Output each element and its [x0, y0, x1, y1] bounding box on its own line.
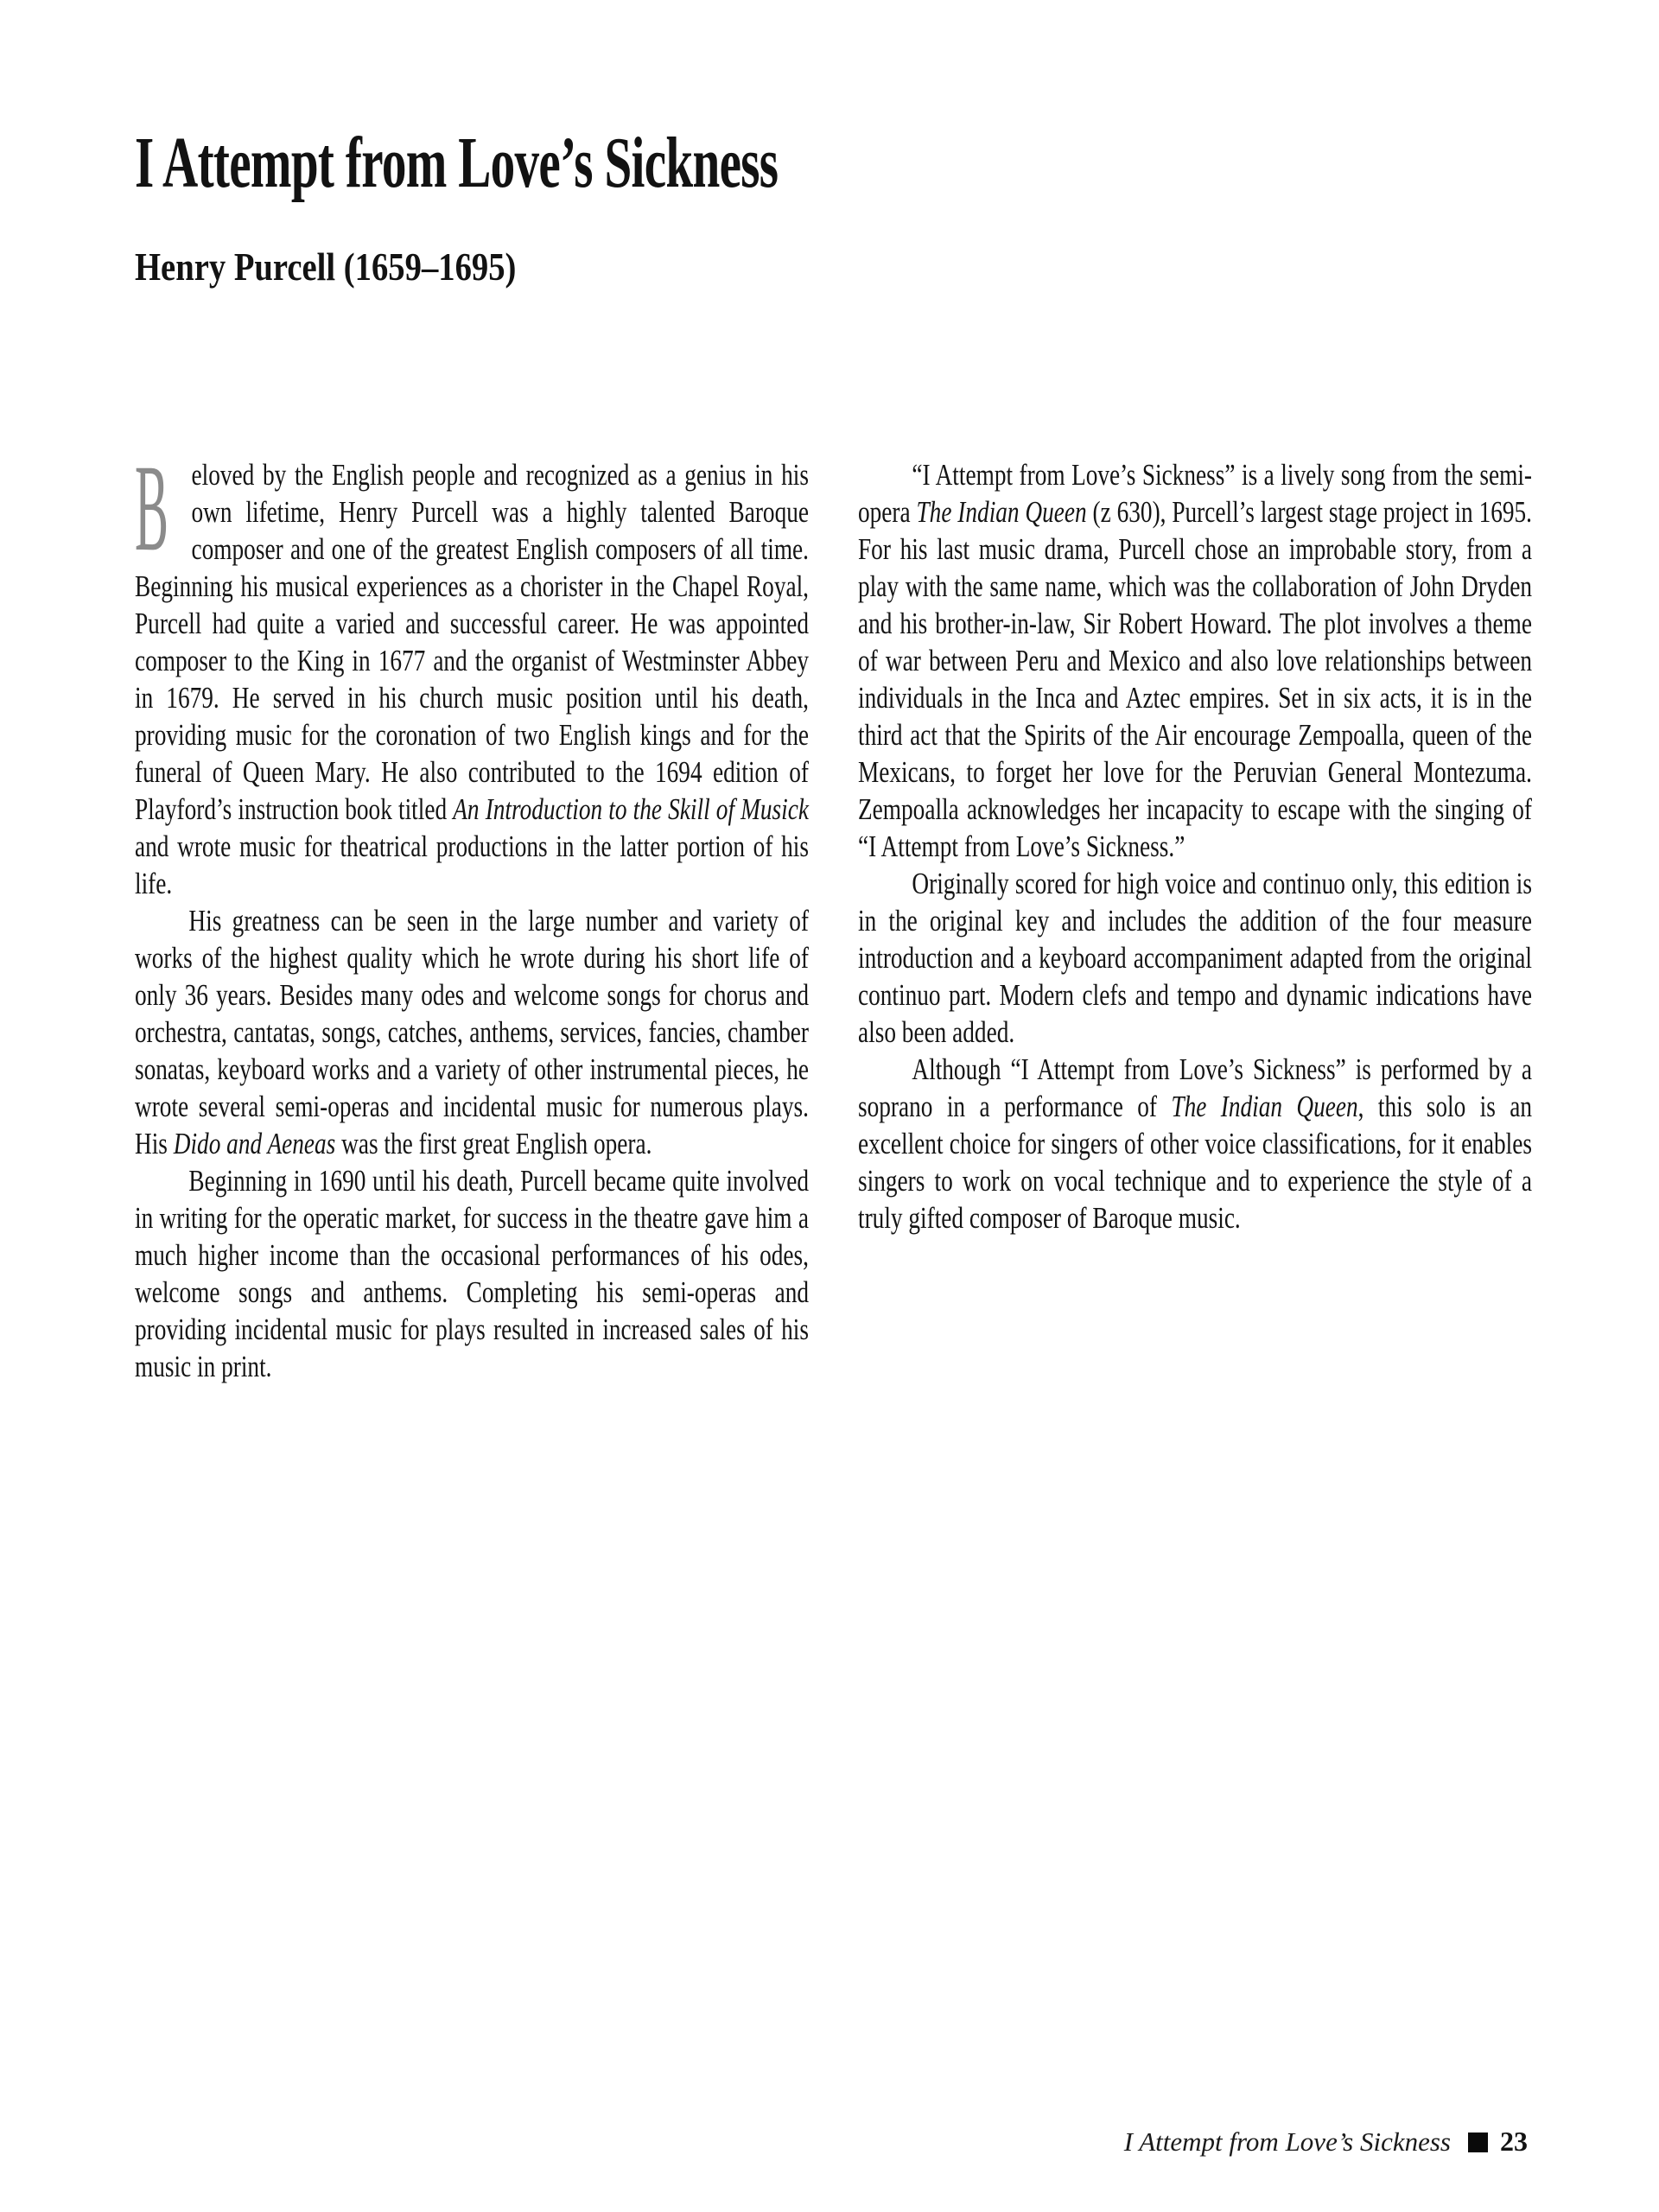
paragraph: [858, 456, 1532, 865]
paragraph: [858, 1051, 1532, 1236]
dropcap-letter: B: [135, 440, 168, 577]
text-column-left: [135, 440, 809, 1385]
paragraph: [135, 902, 809, 1162]
text-column-right: [858, 456, 1532, 1236]
body-text-run: Although “I Attempt from Love’s Sickness” is performed by a soprano in a performance of: [858, 1052, 1532, 1123]
body-text-run: (z 630), Purcell’s largest stage project in 1695. For his last music drama, Purcell chose an improbable story, from a play with the same name, which was the collaboration of John Dryden and his brother-in-law, Sir Robert Howard. The plot involves a theme of war between Peru and Mexico and also love relationships between individuals in the Inca and Aztec empires. Set in six acts, it is in the third act that the Spirits of the Air encourage Zempoalla, queen of the Mexicans, to forget her love for the Peruvian General Montezuma. Zempoalla acknowledges her incapacity to escape with the singing of “I Attempt from Love’s Sickness.”: [858, 495, 1532, 863]
italic-text-run: Dido and Aeneas: [173, 1127, 336, 1160]
body-text-run: Originally scored for high voice and continuo only, this edition is in the original key and includes the addition of the four measure introduction and a keyboard accompaniment adapted from the original continuo part. Modern clefs and tempo and dynamic indications have also been added.: [858, 867, 1532, 1049]
body-text-run: , this solo is an excellent choice for singers of other voice classifications, for it enables singers to work on vocal technique and to experience the style of a truly gifted composer of Baroque music.: [858, 1090, 1532, 1235]
page-footer: [1124, 2126, 1528, 2158]
footer-work-title: I Attempt from Love’s Sickness: [1123, 2126, 1451, 2157]
composer-name: Henry Purcell (1659–1695): [135, 245, 517, 289]
footer-page-number: 23: [1500, 2126, 1528, 2157]
italic-text-run: The Indian Queen: [916, 495, 1087, 529]
italic-text-run: The Indian Queen: [1171, 1090, 1358, 1123]
body-text-run: and wrote music for theatrical productions in the latter portion of his life.: [135, 830, 809, 900]
paragraph: [135, 1162, 809, 1385]
footer-square-icon: [1468, 2133, 1488, 2152]
body-text-run: Beginning in 1690 until his death, Purcell became quite involved in writing for the operatic market, for success in the theatre gave him a much higher income than the occasional performances of his odes, welcome songs and anthems. Completing his semi-operas and providing incidental music for plays resulted in increased sales of his music in print.: [135, 1164, 809, 1383]
paragraph: [135, 440, 809, 902]
body-text-run: was the first great English opera.: [335, 1127, 652, 1160]
page-title: I Attempt from Love’s Sickness: [135, 123, 779, 203]
paragraph: [858, 865, 1532, 1051]
body-text-run: “I Attempt from Love’s Sickness” is a lively song from the semi-opera: [858, 458, 1532, 529]
italic-text-run: An Introduction to the Skill of Musick: [453, 792, 809, 826]
body-text-run: His greatness can be seen in the large number and variety of works of the highest quality which he wrote during his short life of only 36 years. Besides many odes and welcome songs for chorus and orchestra, cantatas, songs, catches, anthems, services, fancies, chamber sonatas, keyboard works and a variety of other instrumental pieces, he wrote several semi-operas and incidental music for numerous plays. His: [135, 904, 809, 1160]
body-text-run: eloved by the English people and recognized as a genius in his own lifetime, Henry Purcell was a highly talented Baroque composer and one of the greatest English composers of all time. Beginning his musical experiences as a chorister in the Chapel Royal, Purcell had quite a varied and successful career. He was appointed composer to the King in 1677 and the organist of Westminster Abbey in 1679. He served in his church music position until his death, providing music for the coronation of two English kings and for the funeral of Queen Mary. He also contributed to the 1694 edition of Playford’s instruction book titled: [135, 458, 809, 826]
